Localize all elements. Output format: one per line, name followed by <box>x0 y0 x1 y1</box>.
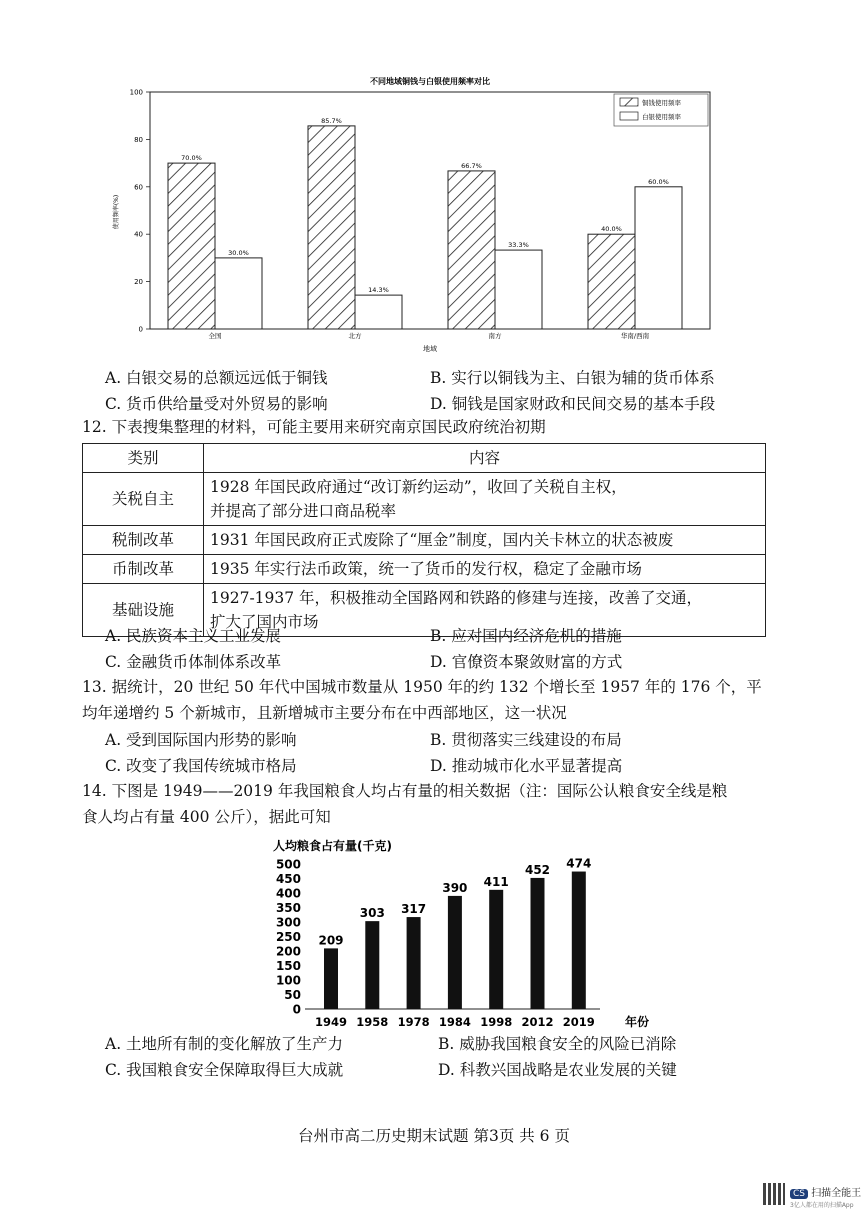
q12-option-c: C. 金融货币体制体系改革 <box>105 653 282 671</box>
chart2-bar-value-label: 452 <box>524 862 551 877</box>
chart1-bar-copper <box>308 126 355 329</box>
chart2-x-tick-label: 2012 <box>521 1015 554 1029</box>
q13-option-b: B. 贯彻落实三线建设的布局 <box>430 731 622 749</box>
chart1-x-label: 地域 <box>423 345 437 353</box>
chart2-bar <box>572 872 586 1009</box>
chart1-y-tick-label: 20 <box>134 278 143 287</box>
chart1-bar-copper <box>448 171 495 329</box>
q14-option-a: A. 土地所有制的变化解放了生产力 <box>105 1035 344 1053</box>
q11-option-a: A. 白银交易的总额远远低于铜钱 <box>105 369 328 387</box>
chart1-bar-silver <box>355 295 402 329</box>
chart1-bar-silver <box>495 250 542 329</box>
chart1-bar-value-label: 14.3% <box>368 286 389 295</box>
chart2-y-tick-label: 300 <box>275 915 301 930</box>
chart1-x-tick-label: 南方 <box>488 332 502 340</box>
chart1-y-tick-label: 80 <box>134 135 143 144</box>
scanner-logo-badge: CS <box>790 1189 808 1199</box>
table-cell-category: 税制改革 <box>83 526 204 555</box>
chart2-x-tick-label: 1978 <box>397 1015 430 1029</box>
q13-option-a: A. 受到国际国内形势的影响 <box>105 731 297 749</box>
chart1-x-tick-label: 全国 <box>208 332 222 340</box>
chart2-bar <box>489 890 503 1009</box>
chart2-y-tick-label: 350 <box>275 901 301 915</box>
table-cell-category: 币制改革 <box>83 555 204 584</box>
chart2-bar-value-label: 209 <box>318 933 344 948</box>
chart2-y-tick-label: 150 <box>275 959 301 973</box>
chart1-bars <box>168 117 682 329</box>
q12-option-d: D. 官僚资本聚敛财富的方式 <box>430 653 623 671</box>
q11-option-d: D. 铜钱是国家财政和民间交易的基本手段 <box>430 395 716 413</box>
grain-per-capita-chart <box>265 836 665 1032</box>
q14-stem-line1: 14. 下图是 1949——2019 年我国粮食人均占有量的相关数据（注：国际公认粮食安全线是粮 <box>82 782 728 800</box>
table-cell-category: 关税自主 <box>83 473 204 526</box>
page-footer: 台州市高二历史期末试题 第3页 共 6 页 <box>298 1127 570 1145</box>
chart1-title: 不同地域铜钱与白银使用频率对比 <box>370 77 490 86</box>
legend-swatch-silver <box>620 112 638 120</box>
q14-option-b: B. 威胁我国粮食安全的风险已消除 <box>438 1035 677 1053</box>
q14-option-c: C. 我国粮食安全保障取得巨大成就 <box>105 1061 344 1079</box>
table-row <box>83 555 766 584</box>
q11-option-b: B. 实行以铜钱为主、白银为辅的货币体系 <box>430 369 715 387</box>
chart1-bar-value-label: 30.0% <box>228 248 249 257</box>
table-header-content: 内容 <box>204 444 766 473</box>
chart1-bar-silver <box>635 187 682 329</box>
q14-option-d: D. 科教兴国战略是农业发展的关键 <box>438 1061 677 1079</box>
qr-code-icon <box>763 1183 785 1205</box>
chart2-y-tick-label: 200 <box>275 944 301 959</box>
chart2-y-tick-label: 100 <box>275 973 301 988</box>
chart2-bar <box>365 921 379 1009</box>
chart1-legend <box>614 94 708 126</box>
chart1-bar-copper <box>588 234 635 329</box>
chart2-x-tick-label: 1958 <box>356 1015 389 1029</box>
scanner-app-name: 扫描全能王 <box>811 1188 862 1199</box>
chart2-x-tick-label: 1998 <box>480 1015 513 1029</box>
chart2-bar-value-label: 411 <box>483 874 509 889</box>
q13-option-c: C. 改变了我国传统城市格局 <box>105 757 297 775</box>
chart1-y-tick-label: 40 <box>134 230 143 239</box>
table-header-category: 类别 <box>83 444 204 473</box>
q13-stem-line2: 均年递增约 5 个新城市，且新增城市主要分布在中西部地区，这一状况 <box>82 704 567 722</box>
chart1-y-tick-label: 60 <box>134 183 143 192</box>
chart2-bar-value-label: 474 <box>566 856 592 871</box>
chart1-bar-copper <box>168 163 215 329</box>
chart2-y-tick-label: 50 <box>284 988 301 1002</box>
q13-option-d: D. 推动城市化水平显著提高 <box>430 757 623 775</box>
chart2-bar <box>407 917 421 1009</box>
chart2-y-tick-label: 250 <box>275 930 301 944</box>
scanner-app-tagline: 3亿人都在用的扫描App <box>790 1202 854 1209</box>
chart1-y-tick-label: 0 <box>138 325 143 334</box>
table-row <box>83 526 766 555</box>
chart1-bar-value-label: 33.3% <box>508 241 529 250</box>
scanner-watermark <box>790 1184 861 1209</box>
q14-stem-line2: 食人均占有量 400 公斤），据此可知 <box>82 808 331 826</box>
chart1-x-tick-label: 华南/西南 <box>620 332 650 340</box>
chart1-bar-value-label: 40.0% <box>601 225 622 234</box>
chart2-bar <box>448 896 462 1009</box>
table-row <box>83 473 766 526</box>
currency-frequency-chart <box>100 70 720 355</box>
chart1-y-axis <box>130 89 150 334</box>
table-cell-content: 1928 年国民政府通过“改订新约运动”，收回了关税自主权， 并提高了部分进口商品税率 <box>204 473 766 526</box>
chart2-bars <box>318 857 591 1009</box>
chart2-y-tick-label: 0 <box>292 1002 301 1017</box>
table-cell-content: 1931 年国民政府正式废除了“厘金”制度，国内关卡林立的状态被废 <box>204 526 766 555</box>
table-cell-category: 基础设施 <box>83 584 204 637</box>
q12-option-b: B. 应对国内经济危机的措施 <box>430 627 622 645</box>
chart1-bar-value-label: 60.0% <box>648 177 669 186</box>
chart1-bar-silver <box>215 258 262 329</box>
legend-swatch-copper <box>620 98 638 106</box>
chart1-y-tick-label: 100 <box>129 88 143 97</box>
q11-option-c: C. 货币供给量受对外贸易的影响 <box>105 395 328 413</box>
chart2-x-tick-label: 1984 <box>438 1015 471 1029</box>
table-cell-content: 1935 年实行法币政策，统一了货币的发行权，稳定了金融市场 <box>204 555 766 584</box>
chart2-x-axis <box>315 1015 595 1029</box>
chart2-x-tick-label: 1949 <box>314 1015 348 1029</box>
chart2-bar-value-label: 317 <box>401 902 427 917</box>
chart2-y-tick-label: 450 <box>275 872 301 886</box>
chart1-bar-value-label: 85.7% <box>321 116 342 125</box>
chart1-x-axis <box>209 331 650 340</box>
chart2-title: 人均粮食占有量(千克) <box>273 839 392 853</box>
chart2-y-tick-label: 400 <box>275 886 301 901</box>
q13-stem-line1: 13. 据统计，20 世纪 50 年代中国城市数量从 1950 年的约 132 个增长至 1957 年的 176 个，平 <box>82 678 762 696</box>
chart2-x-tick-label: 2019 <box>562 1015 595 1029</box>
chart2-y-tick-label: 500 <box>275 857 301 872</box>
chart2-bar <box>324 948 338 1009</box>
chart2-x-label: 年份 <box>625 1015 650 1029</box>
chart2-bar-value-label: 303 <box>359 906 385 921</box>
chart2-bar <box>531 878 545 1009</box>
chart1-x-tick-label: 北方 <box>348 332 362 340</box>
q12-material-table <box>82 443 766 637</box>
table-header-row <box>83 444 766 473</box>
chart1-bar-value-label: 66.7% <box>461 161 482 170</box>
table-cell-content: 1927-1937 年，积极推动全国路网和铁路的修建与连接，改善了交通， 扩大了国内市场 <box>204 584 766 637</box>
chart1-y-label: 使用频率(%) <box>113 194 120 230</box>
chart2-bar-value-label: 390 <box>442 880 468 895</box>
chart1-bar-value-label: 70.0% <box>181 154 202 163</box>
legend-label-silver: 白银使用频率 <box>642 113 681 121</box>
q12-option-a: A. 民族资本主义工业发展 <box>105 627 282 645</box>
legend-label-copper: 铜钱使用频率 <box>642 99 681 107</box>
q12-stem: 12. 下表搜集整理的材料，可能主要用来研究南京国民政府统治初期 <box>82 418 546 436</box>
